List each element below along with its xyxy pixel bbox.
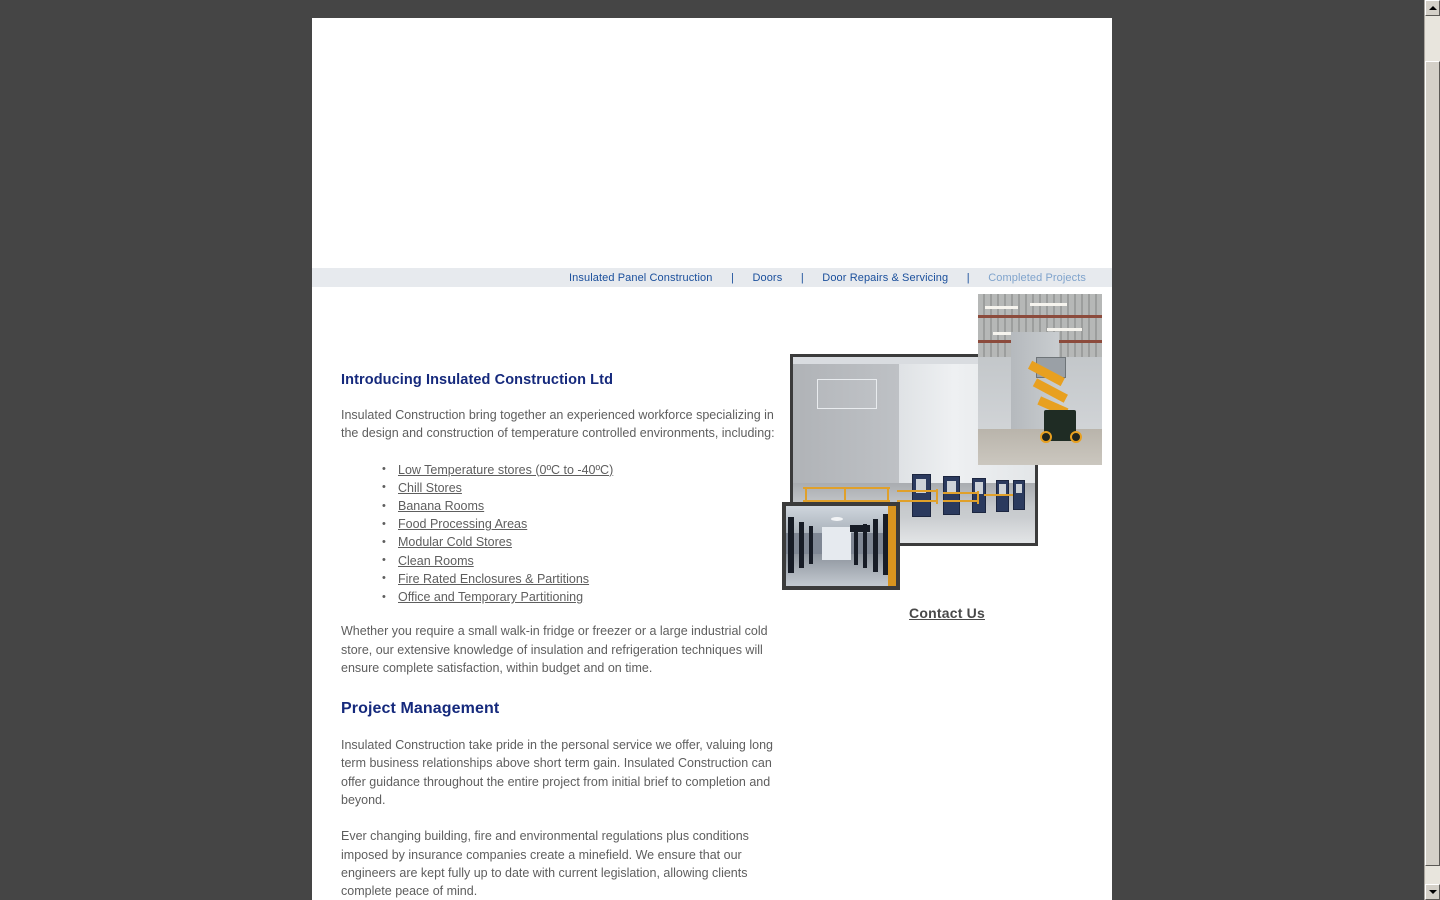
contact-us-container (782, 605, 1112, 623)
photo-layer-wheel (1040, 431, 1052, 443)
photo-layer-handrail (984, 494, 1013, 496)
service-link-clean-rooms[interactable]: Clean Rooms (398, 553, 474, 568)
photo-layer-column (873, 519, 879, 572)
service-link-modular-cold-stores[interactable]: Modular Cold Stores (398, 535, 512, 550)
photo-layer-column (809, 526, 813, 564)
scroll-down-arrow-icon (1429, 890, 1437, 894)
photo-layer-column (854, 527, 858, 565)
photo-layer-handrail (897, 500, 938, 502)
warehouse-telehandler-photo (978, 294, 1102, 465)
photo-layer-door-window (999, 484, 1006, 494)
services-list (341, 461, 788, 607)
main-content (312, 287, 1112, 900)
primary-navigation (312, 268, 1112, 287)
service-link-chill-stores[interactable]: Chill Stores (398, 480, 462, 495)
scroll-down-button[interactable] (1425, 884, 1440, 900)
photo-layer-orange-edge (888, 506, 896, 586)
project-management-paragraph-1: Insulated Construction take pride in the personal service we offer, valuing long term business relationships above short term gain. Insulated Construction can offer guidance throughout the entire project from initial brief to completion and beyond. (341, 738, 773, 807)
photo-layer-door (1013, 480, 1025, 510)
page-content-column (312, 18, 1112, 900)
list-item (382, 552, 788, 570)
photo-gallery (782, 287, 1112, 637)
list-item (382, 461, 788, 479)
photo-layer-rail-post (936, 489, 938, 504)
service-link-food-processing-areas[interactable]: Food Processing Areas (398, 517, 528, 532)
intro-paragraph: Insulated Construction bring together an experienced workforce specializing in the design and construction of temperature controlled environments, including: (341, 408, 775, 441)
photo-layer-door-window (1016, 484, 1022, 493)
list-item (382, 515, 788, 533)
after-list-paragraph: Whether you require a small walk-in fridge or freezer or a large industrial cold store, our extensive knowledge of insulation and refrigeration techniques will ensure complete satisfaction, within budget and on time. (341, 624, 768, 675)
nav-separator: | (731, 271, 734, 284)
service-link-fire-rated-enclosures-partitions[interactable]: Fire Rated Enclosures & Partitions (398, 571, 590, 586)
scroll-up-button[interactable] (1425, 0, 1440, 16)
contact-us-link[interactable]: Contact Us (909, 605, 985, 621)
nav-separator: | (800, 271, 804, 284)
photo-layer-handrail (897, 490, 938, 492)
photo-layer-roof-light (985, 306, 1017, 309)
service-link-low-temperature-stores[interactable]: Low Temperature stores (0ºC to -40ºC) (398, 462, 614, 477)
photo-layer-wheel (1070, 431, 1082, 443)
photo-layer-roof-light (1030, 303, 1067, 306)
photo-layer-access-panel (817, 379, 877, 409)
text-column (341, 372, 788, 900)
insulated-corridor-photo (782, 502, 900, 590)
project-management-heading: Project Management (341, 700, 500, 718)
vertical-scrollbar[interactable] (1424, 0, 1440, 900)
photo-layer-handrail (803, 487, 890, 489)
nav-item-door-repairs-servicing[interactable]: Door Repairs & Servicing (822, 271, 949, 284)
scrollbar-thumb[interactable] (1425, 61, 1440, 866)
nav-item-insulated-panel-construction[interactable]: Insulated Panel Construction (569, 271, 713, 284)
list-item (382, 479, 788, 497)
photo-layer-door (943, 476, 960, 515)
page-title: Introducing Insulated Construction Ltd (341, 372, 614, 388)
service-link-banana-rooms[interactable]: Banana Rooms (398, 499, 485, 513)
site-masthead-banner (312, 18, 1112, 268)
photo-layer-handrail (943, 492, 977, 494)
photo-layer-roof-beam (978, 315, 1102, 318)
photo-layer-rail-post (977, 491, 979, 504)
nav-separator: | (966, 271, 970, 284)
nav-item-doors[interactable]: Doors (752, 271, 783, 284)
photo-layer-wall-left (793, 357, 899, 483)
list-item (382, 533, 788, 551)
scrollbar-track[interactable] (1425, 16, 1440, 884)
photo-layer-handrail (943, 500, 977, 502)
list-item (382, 570, 788, 588)
project-management-paragraph-2: Ever changing building, fire and environmental regulations plus conditions imposed by insurance companies create a minefield. We ensure that our engineers are kept fully up to date with current legislation, allowing clients complete peace of mind. (341, 829, 749, 899)
photo-layer-column (799, 522, 803, 568)
scroll-up-arrow-icon (1429, 6, 1437, 10)
photo-layer-column (788, 517, 794, 573)
nav-item-completed-projects[interactable]: Completed Projects (988, 271, 1086, 284)
list-item (382, 497, 788, 515)
list-item (382, 588, 788, 606)
photo-layer-vanishing-point (822, 527, 851, 561)
photo-layer-door (912, 474, 931, 517)
photo-layer-header-beam (850, 525, 870, 532)
service-link-office-temporary-partitioning[interactable]: Office and Temporary Partitioning (398, 590, 584, 605)
